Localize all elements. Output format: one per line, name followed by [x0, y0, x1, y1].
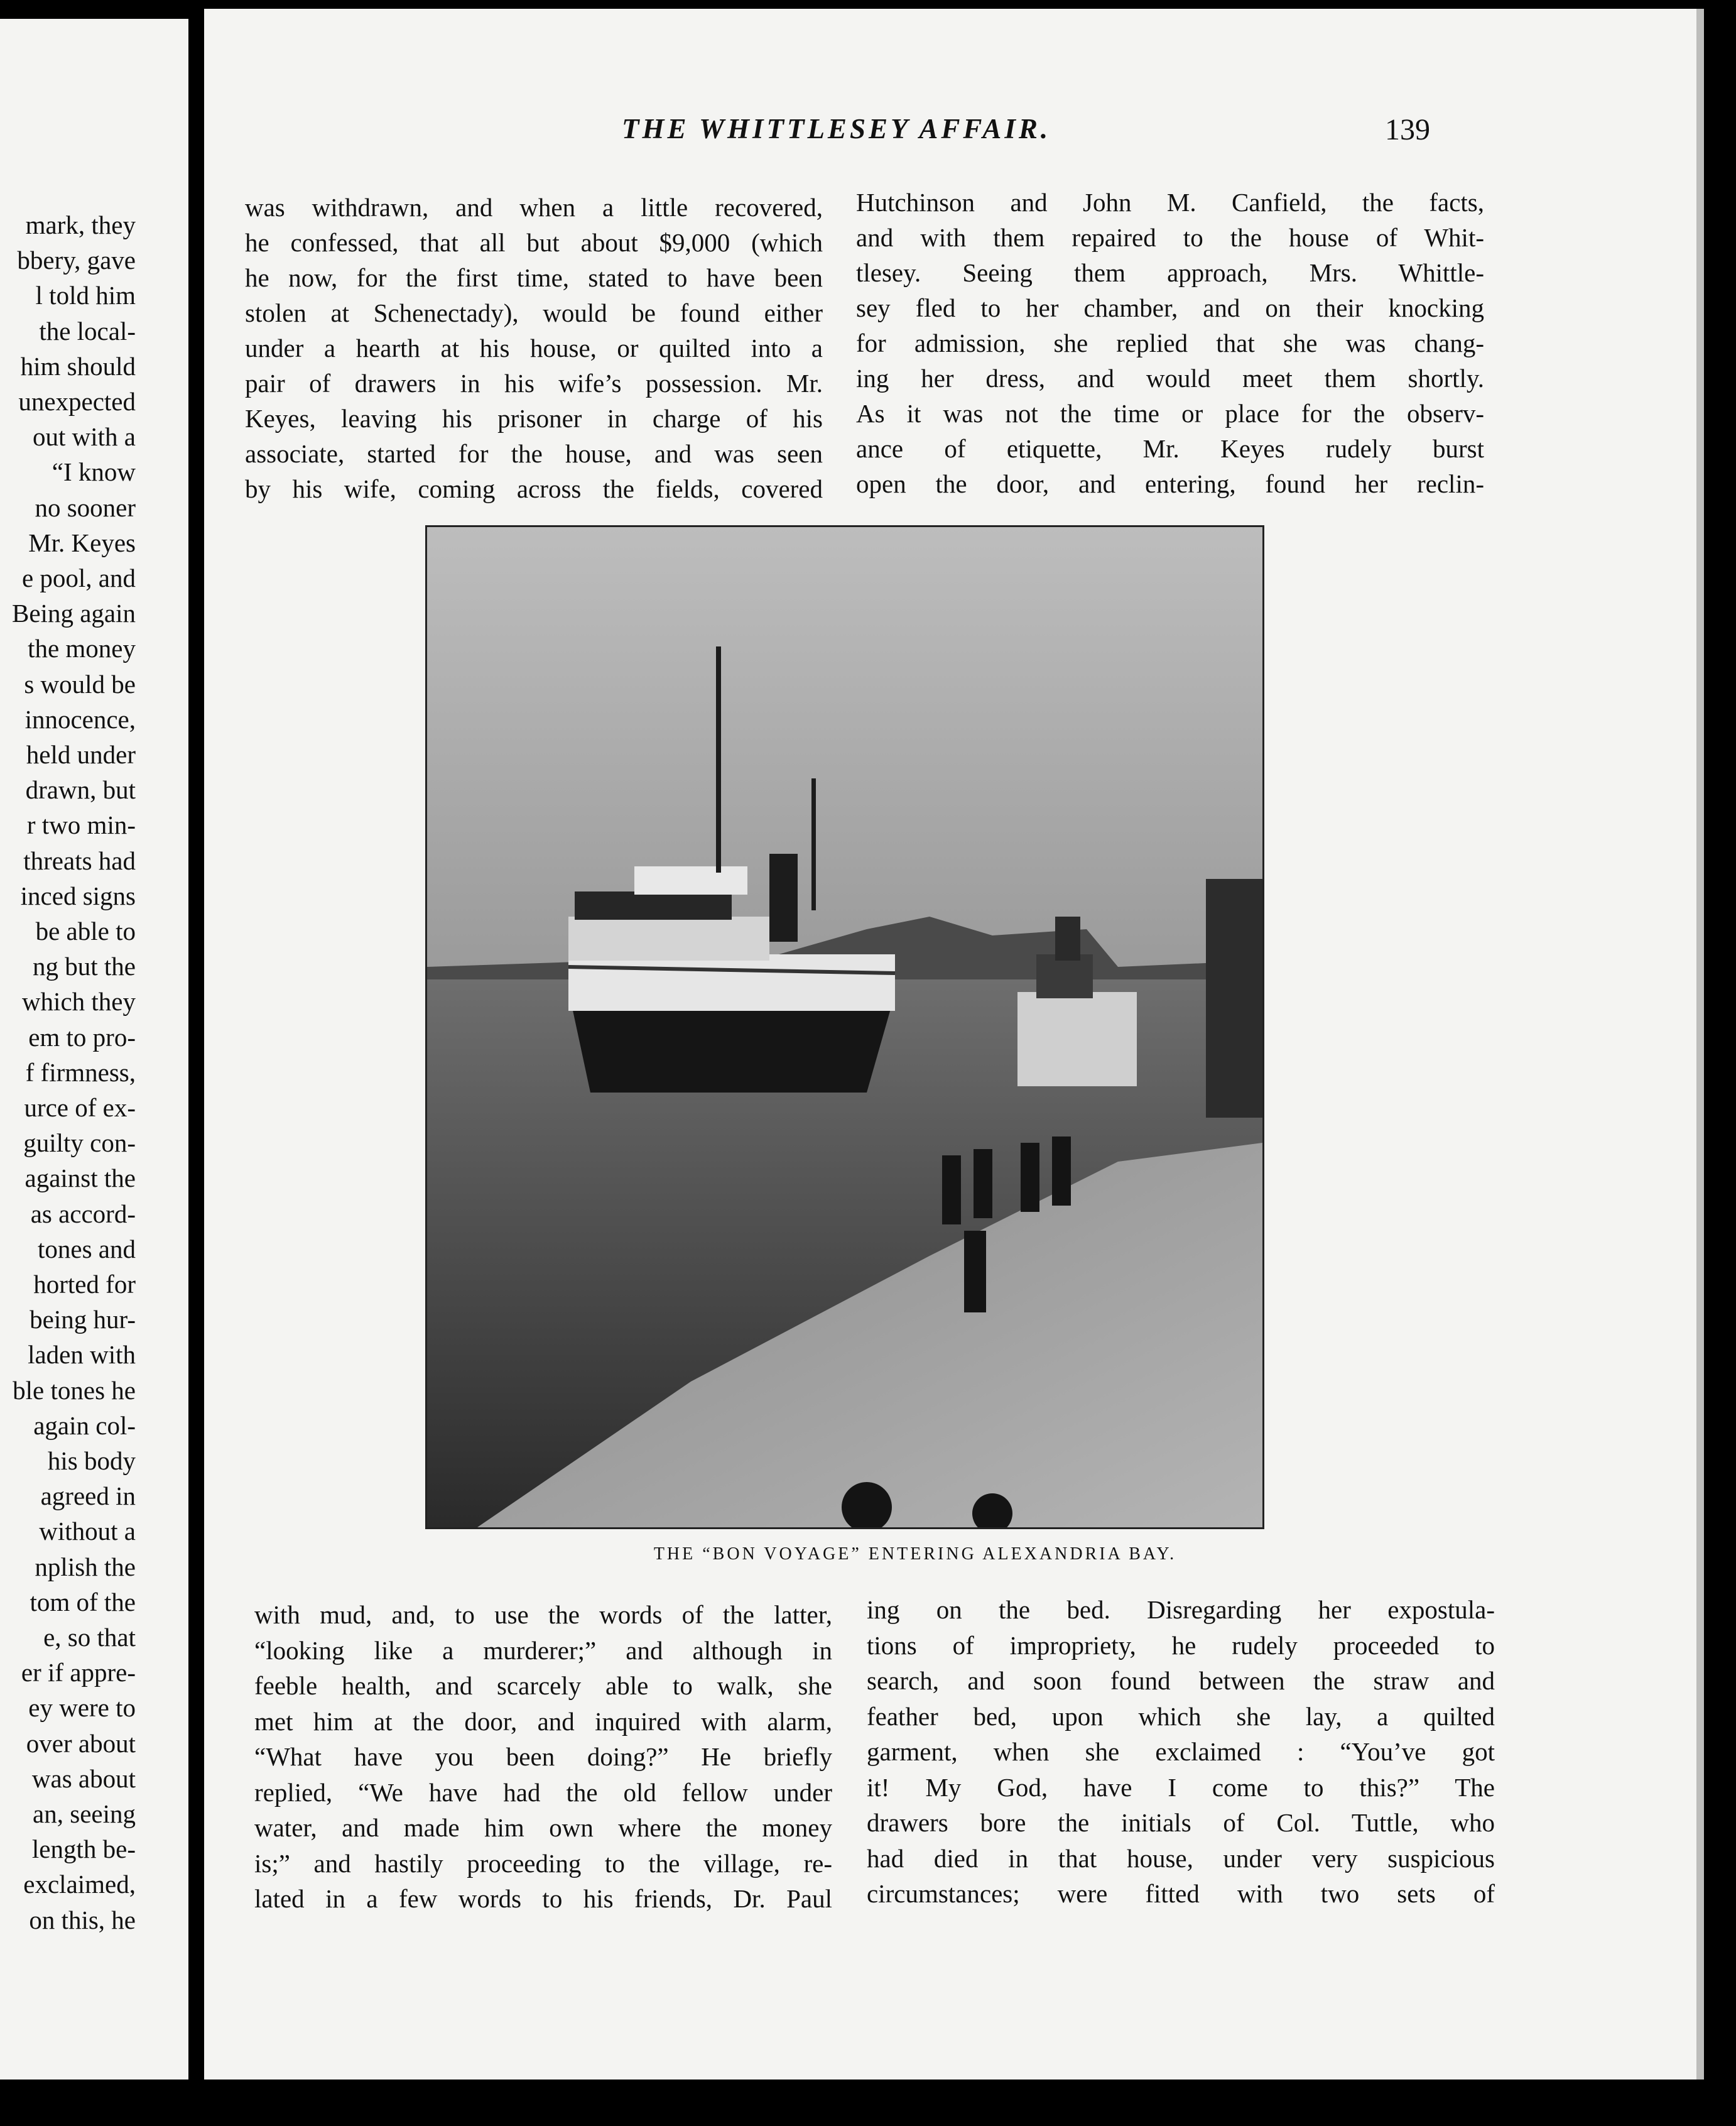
facing-page-line: ey were to — [28, 1693, 136, 1723]
facing-page-line: the local- — [39, 316, 136, 346]
facing-page-line: threats had — [23, 846, 136, 875]
text-line: met him at the door, and inquired with alarm, — [254, 1706, 832, 1736]
text-line: water, and made him own where the money — [254, 1813, 832, 1842]
wharf-building — [1206, 879, 1262, 1118]
text-line: ance of etiquette, Mr. Keyes rudely burst — [856, 434, 1484, 463]
text-line: lated in a few words to his friends, Dr. Paul — [254, 1884, 832, 1913]
text-line: Keyes, leaving his prisoner in charge of his — [245, 404, 823, 433]
text-line: ing her dress, and would meet them shortly. — [856, 364, 1484, 393]
text-line: stolen at Schenectady), would be found either — [245, 298, 823, 327]
facing-page-line: no sooner — [35, 493, 136, 522]
facing-page-line: which they — [21, 987, 136, 1017]
facing-page-line: tones and — [38, 1234, 136, 1263]
facing-page-line: s would be — [24, 669, 136, 699]
text-line: with mud, and, to use the words of the latter, — [254, 1600, 832, 1629]
facing-page-line: em to pro- — [28, 1022, 136, 1052]
text-line: tlesey. Seeing them approach, Mrs. Whittle- — [856, 258, 1484, 287]
facing-page-line: e, so that — [43, 1623, 136, 1652]
text-line: under a hearth at his house, or quilted into a — [245, 334, 823, 363]
facing-page-line: out with a — [33, 422, 136, 452]
book-page — [204, 9, 1696, 2080]
facing-page-line: ble tones he — [13, 1375, 136, 1405]
facing-page-line: length be- — [31, 1834, 136, 1864]
facing-page-line: e pool, and — [21, 564, 136, 592]
facing-page-line: horted for — [33, 1270, 136, 1299]
page-edge — [1696, 9, 1704, 2080]
text-line: “What have you been doing?” He briefly — [254, 1742, 832, 1771]
facing-page-line: be able to — [35, 917, 136, 946]
facing-page-line: r two min- — [26, 810, 136, 840]
facing-page-line: urce of ex- — [24, 1093, 136, 1122]
text-line: tions of impropriety, he rudely proceeded to — [867, 1630, 1495, 1660]
text-line: was withdrawn, and when a little recovered, — [245, 193, 823, 222]
steamboat-photograph — [425, 525, 1264, 1529]
photo-caption: THE “BON VOYAGE” ENTERING ALEXANDRIA BAY. — [653, 1544, 1177, 1564]
text-line: it! My God, have I come to this?” The — [867, 1772, 1495, 1802]
facing-page-line: nplish the — [35, 1552, 136, 1581]
text-line: As it was not the time or place for the observ- — [856, 399, 1484, 428]
text-line: “looking like a murderer;” and although in — [254, 1635, 832, 1665]
facing-page-line: was about — [31, 1763, 136, 1793]
facing-page-line: his body — [47, 1446, 136, 1475]
facing-page-line: “I know — [52, 457, 136, 487]
text-line: Hutchinson and John M. Canfield, the facts, — [856, 188, 1484, 217]
text-line: is;” and hastily proceeding to the village, re- — [254, 1848, 832, 1878]
facing-page-line: exclaimed, — [23, 1870, 136, 1899]
facing-page-line: without a — [39, 1517, 136, 1546]
facing-page-line: ng but the — [33, 952, 136, 981]
text-line: replied, “We have had the old fellow under — [254, 1777, 832, 1807]
text-line: and with them repaired to the house of Whit- — [856, 223, 1484, 252]
facing-page-line: laden with — [28, 1340, 136, 1370]
facing-page-line: over about — [26, 1728, 136, 1758]
sky — [427, 527, 1262, 979]
running-head: THE WHITTLESEY AFFAIR. — [622, 113, 1051, 144]
text-line: drawers bore the initials of Col. Tuttle, who — [867, 1808, 1495, 1837]
text-line: he now, for the first time, stated to have been — [245, 263, 823, 292]
text-line: feeble health, and scarcely able to walk, she — [254, 1671, 832, 1700]
text-line: associate, started for the house, and was seen — [245, 439, 823, 468]
text-line: ing on the bed. Disregarding her expostula- — [867, 1595, 1495, 1624]
facing-page-line: guilty con- — [23, 1128, 136, 1158]
text-line: feather bed, upon which she lay, a quilted — [867, 1701, 1495, 1731]
facing-page-line: inced signs — [20, 881, 136, 910]
text-line: had died in that house, under very suspicious — [867, 1843, 1495, 1873]
facing-page-line: innocence, — [24, 704, 136, 734]
facing-page-line: again col- — [33, 1410, 136, 1440]
facing-page-line: er if appre- — [21, 1658, 136, 1687]
facing-page-line: Mr. Keyes — [28, 528, 136, 557]
facing-page-line: tom of the — [30, 1587, 136, 1616]
facing-page-line: Being again — [12, 599, 136, 628]
facing-page-fragment — [0, 19, 188, 2080]
facing-page-line: the money — [28, 634, 136, 663]
facing-page-line: being hur- — [30, 1305, 136, 1334]
text-line: sey fled to her chamber, and on their knocking — [856, 293, 1484, 322]
text-line: search, and soon found between the straw and — [867, 1666, 1495, 1695]
facing-page-line: on this, he — [29, 1905, 136, 1934]
facing-page-line: agreed in — [40, 1481, 136, 1511]
facing-page-line: against the — [24, 1164, 136, 1193]
facing-page-line: an, seeing — [33, 1799, 136, 1828]
facing-page-line: as accord- — [30, 1199, 136, 1228]
text-line: open the door, and entering, found her reclin- — [856, 469, 1484, 498]
text-line: for admission, she replied that she was chang- — [856, 329, 1484, 357]
text-line: circumstances; were fitted with two sets of — [867, 1879, 1495, 1908]
text-line: by his wife, coming across the fields, covered — [245, 474, 823, 503]
facing-page-line: held under — [26, 740, 136, 769]
page-number: 139 — [1385, 113, 1430, 146]
facing-page-line: l told him — [35, 281, 136, 310]
facing-page-line: drawn, but — [25, 775, 136, 805]
text-line: pair of drawers in his wife’s possession. Mr. — [245, 369, 823, 398]
facing-page-line: mark, they — [25, 210, 136, 239]
facing-page-line: bbery, gave — [17, 246, 136, 275]
text-line: he confessed, that all but about $9,000 (which — [245, 228, 823, 257]
text-line: garment, when she exclaimed : “You’ve got — [867, 1737, 1495, 1766]
facing-page-line: f firmness, — [25, 1057, 136, 1087]
facing-page-line: him should — [20, 351, 136, 381]
facing-page-line: unexpected — [18, 387, 136, 416]
